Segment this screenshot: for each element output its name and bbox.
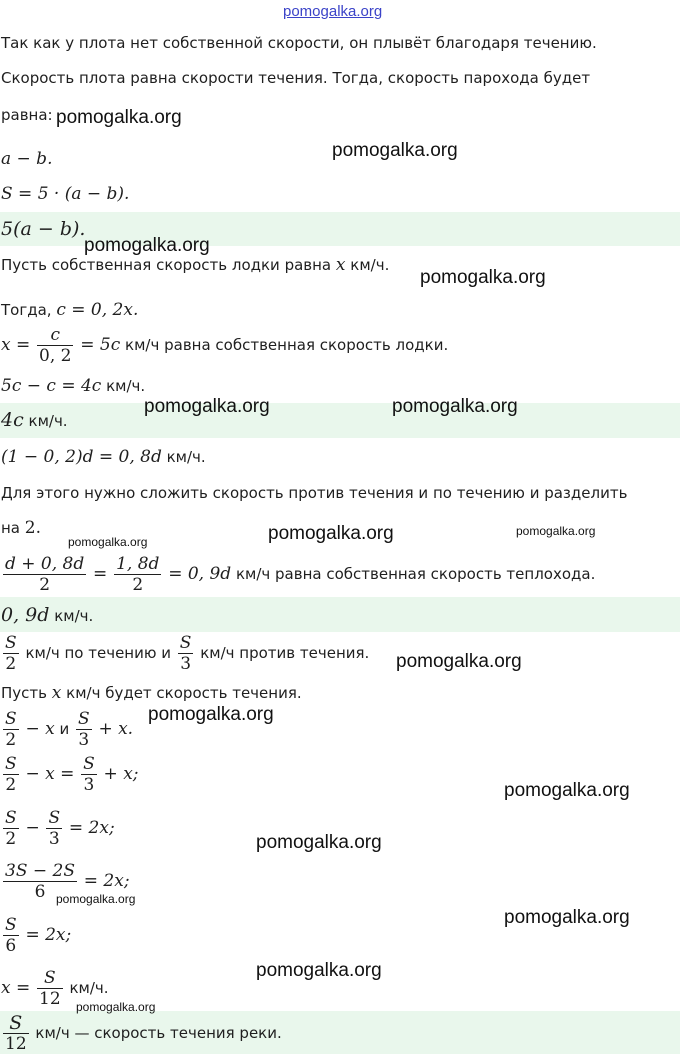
- text: км/ч будет скорость течения.: [66, 684, 302, 702]
- numerator: S: [78, 709, 90, 729]
- formula-line: [1, 806, 115, 850]
- fraction: [3, 633, 19, 674]
- text: и: [59, 720, 70, 738]
- denominator: 12: [39, 989, 61, 1009]
- watermark: pomogalka.org: [144, 396, 270, 417]
- numerator: S: [179, 633, 192, 653]
- watermark: pomogalka.org: [84, 235, 210, 256]
- denominator: 0, 2: [39, 346, 72, 366]
- text-line: [1, 518, 41, 538]
- text: км/ч по течению и: [25, 644, 172, 662]
- fraction: [114, 554, 161, 595]
- denominator: 6: [3, 881, 77, 902]
- numerator: c: [50, 325, 61, 345]
- numerator: 1, 8d: [116, 554, 160, 574]
- text: Пусть: [1, 684, 47, 702]
- unit: км/ч.: [69, 979, 109, 997]
- answer-line: [1, 410, 68, 431]
- math: (1 − 0, 2)d = 0, 8d: [1, 447, 162, 467]
- fraction: [81, 754, 97, 795]
- watermark: pomogalka.org: [256, 832, 382, 853]
- math: + x;: [103, 764, 139, 784]
- formula-line: [1, 376, 145, 396]
- watermark: pomogalka.org: [68, 535, 148, 549]
- fraction: [76, 709, 92, 750]
- fraction: [37, 325, 73, 366]
- formula-line: [1, 447, 206, 467]
- formula-line: [1, 322, 448, 368]
- denominator: 12: [5, 1034, 27, 1054]
- answer-band-2: [0, 403, 680, 438]
- denominator: 2: [3, 828, 19, 849]
- watermark: pomogalka.org: [516, 524, 596, 538]
- denominator: 2: [3, 574, 86, 595]
- math: 0, 9d: [1, 604, 50, 626]
- math: −: [25, 818, 40, 838]
- math: = 5c: [80, 335, 121, 355]
- text-line: [1, 683, 302, 703]
- watermark: pomogalka.org: [396, 651, 522, 672]
- denominator: 2: [3, 653, 19, 674]
- unit: км/ч.: [106, 377, 146, 395]
- math-line: S = 5 · (a − b).: [1, 184, 130, 204]
- math: = 2x;: [83, 871, 130, 891]
- numerator: S: [5, 754, 17, 774]
- watermark: pomogalka.org: [256, 960, 382, 981]
- math: =: [93, 564, 108, 584]
- numerator: S: [5, 808, 17, 828]
- answer-line: 5(a − b).: [1, 218, 86, 240]
- formula-line: [1, 913, 71, 957]
- math: c = 0, 2x.: [56, 300, 139, 320]
- math: 5c − c = 4c: [1, 376, 102, 396]
- fraction: [3, 554, 86, 595]
- answer-line: [1, 605, 93, 626]
- fraction: [37, 968, 63, 1009]
- text: на: [1, 519, 20, 537]
- text-line: Для этого нужно сложить скорость против течения и по течению и разделить: [1, 484, 628, 502]
- unit: км/ч.: [54, 607, 94, 625]
- numerator: S: [83, 754, 95, 774]
- math: 4c: [1, 409, 24, 431]
- math: x =: [1, 978, 31, 998]
- text: км/ч равна собственная скорость лодки.: [125, 336, 449, 354]
- math: − x: [25, 719, 55, 739]
- denominator: 3: [81, 774, 97, 795]
- denominator: 2: [114, 574, 161, 595]
- math: x: [51, 683, 62, 703]
- watermark: pomogalka.org: [504, 780, 630, 801]
- math: x =: [1, 335, 31, 355]
- text: км/ч — скорость течения реки.: [35, 1024, 282, 1042]
- math: 2.: [24, 518, 42, 538]
- math: + x.: [98, 719, 134, 739]
- numerator: d + 0, 8d: [5, 554, 85, 574]
- math: = 0, 9d: [168, 564, 232, 584]
- numerator: S: [48, 808, 61, 828]
- denominator: 3: [46, 828, 62, 849]
- answer-band-3: [0, 597, 680, 632]
- formula-line: [1, 631, 369, 675]
- numerator: S: [9, 1012, 23, 1034]
- math: x: [335, 255, 346, 275]
- text: Пусть собственная скорость лодки равна: [1, 256, 332, 274]
- text-line: [1, 255, 389, 275]
- formula-line: [1, 707, 133, 751]
- formula-line: [1, 553, 595, 595]
- watermark: pomogalka.org: [420, 267, 546, 288]
- text: Тогда,: [1, 301, 52, 319]
- unit: км/ч.: [350, 256, 390, 274]
- denominator: 2: [3, 774, 19, 795]
- watermark: pomogalka.org: [504, 907, 630, 928]
- unit: км/ч.: [28, 412, 68, 430]
- watermark-top-link[interactable]: pomogalka.org: [283, 3, 383, 20]
- denominator: 2: [3, 729, 19, 750]
- watermark: pomogalka.org: [392, 396, 518, 417]
- numerator: S: [5, 915, 17, 935]
- denominator: 3: [76, 729, 92, 750]
- text-line: Скорость плота равна скорости течения. Тогда, скорость парохода будет: [1, 69, 591, 87]
- text-line: [1, 300, 138, 320]
- denominator: 6: [3, 935, 19, 956]
- fraction: [3, 808, 19, 849]
- numerator: S: [5, 633, 17, 653]
- math: = 2x;: [25, 925, 72, 945]
- numerator: S: [5, 709, 17, 729]
- numerator: S: [44, 968, 56, 988]
- fraction: [46, 808, 62, 849]
- unit: км/ч.: [166, 448, 206, 466]
- watermark: pomogalka.org: [56, 892, 136, 906]
- fraction: [3, 915, 19, 956]
- fraction: [3, 709, 19, 750]
- math: = 2x;: [68, 818, 115, 838]
- fraction: [178, 633, 194, 674]
- watermark: pomogalka.org: [56, 107, 182, 128]
- answer-line: [1, 1011, 282, 1055]
- text-line: равна:: [1, 106, 53, 124]
- text: км/ч равна собственная скорость теплохода.: [235, 565, 596, 583]
- math: − x =: [25, 764, 75, 784]
- numerator: 3S − 2S: [5, 861, 75, 881]
- text-line: Так как у плота нет собственной скорости, он плывёт благодаря течению.: [1, 34, 597, 52]
- fraction: [3, 754, 19, 795]
- watermark: pomogalka.org: [332, 140, 458, 161]
- text: км/ч против течения.: [200, 644, 370, 662]
- watermark: pomogalka.org: [76, 1000, 156, 1014]
- watermark: pomogalka.org: [148, 704, 274, 725]
- formula-line: [1, 752, 139, 796]
- fraction: [3, 1013, 29, 1054]
- denominator: 3: [178, 653, 194, 674]
- math-line: a − b.: [1, 149, 53, 169]
- watermark: pomogalka.org: [268, 523, 394, 544]
